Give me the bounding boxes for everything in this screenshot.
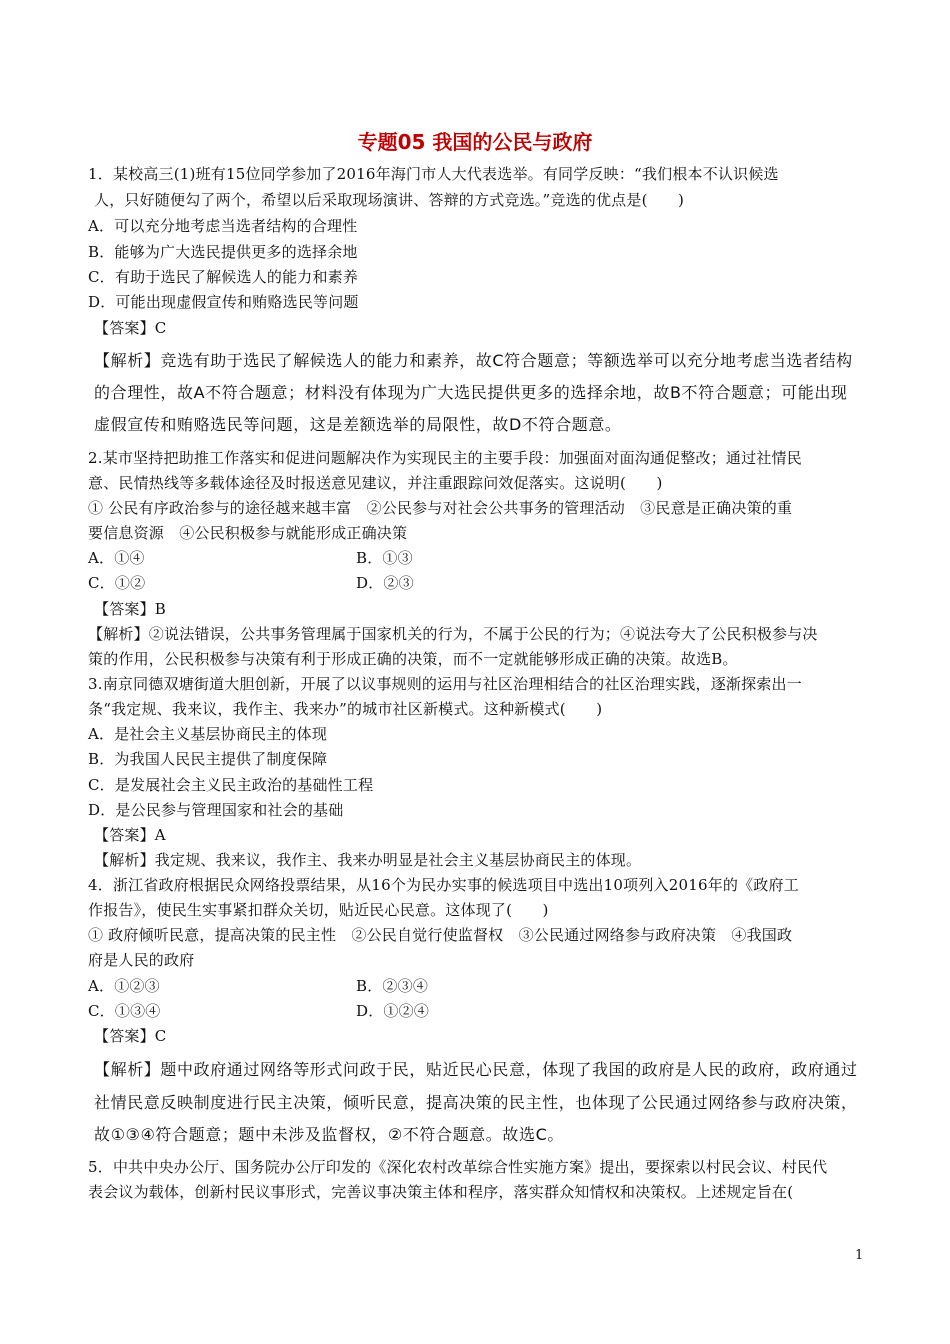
- q2-option-c: C．①②: [88, 574, 146, 592]
- page-title: 专题05 我国的公民与政府: [357, 130, 593, 154]
- q4-explanation-line-3: 故①③④符合题意；题中未涉及监督权，②不符合题意。故选C。: [94, 1125, 564, 1144]
- q2-explanation-line-2: 策的作用，公民积极参与决策有利于形成正确的决策，而不一定就能够形成正确的决策。故选B。: [88, 650, 738, 668]
- q1-answer: 【答案】C: [94, 319, 167, 337]
- q4-option-c: C．①③④: [88, 1002, 161, 1020]
- q1-explanation-line-1: 【解析】竞选有助于选民了解候选人的能力和素养，故C符合题意；等额选举可以充分地考虑当选者结构: [94, 351, 853, 370]
- q4-stem-line-1: 4．浙江省政府根据民众网络投票结果，从16个为民办实事的候选项目中选出10项列入2016年的《政府工: [88, 876, 799, 894]
- q4-option-b: B．②③④: [356, 977, 429, 995]
- q2-option-b: B．①③: [356, 549, 413, 567]
- q1-option-b: B．能够为广大选民提供更多的选择余地: [88, 243, 358, 261]
- q5-stem-line-1: 5．中共中央办公厅、国务院办公厅印发的《深化农村改革综合性实施方案》提出，要探索以村民会议、村民代: [88, 1158, 828, 1176]
- q3-explanation-line-1: 【解析】我定规、我来议，我作主、我来办明显是社会主义基层协商民主的体现。: [94, 851, 642, 869]
- q5-stem-line-2: 表会议为载体，创新村民议事形式，完善议事决策主体和程序，落实群众知情权和决策权。上述规定旨在(: [88, 1183, 794, 1201]
- q3-option-a: A．是社会主义基层协商民主的体现: [88, 725, 328, 743]
- q3-stem-line-2: 条“我定规、我来议，我作主、我来办”的城市社区新模式。这种新模式( ): [88, 700, 603, 718]
- q4-stem-line-2: 作报告》，使民生实事紧扣群众关切，贴近民心民意。这体现了( ): [88, 901, 549, 919]
- page-number: 1: [855, 1248, 864, 1263]
- q1-explanation-line-3: 虚假宣传和贿赂选民等问题，这是差额选举的局限性，故D不符合题意。: [94, 415, 622, 434]
- q1-option-a: A．可以充分地考虑当选者结构的合理性: [88, 217, 358, 235]
- q2-option-a: A．①④: [88, 549, 145, 567]
- q1-option-c: C．有助于选民了解候选人的能力和素养: [88, 268, 359, 286]
- q4-stem-line-4: 府是人民的政府: [88, 951, 195, 969]
- q3-answer: 【答案】A: [94, 826, 166, 844]
- q4-answer: 【答案】C: [94, 1027, 167, 1045]
- q2-option-d: D．②③: [356, 574, 414, 592]
- q2-stem-line-3: ① 公民有序政治参与的途径越来越丰富 ②公民参与对社会公共事务的管理活动 ③民意是正确决策的重: [88, 499, 793, 517]
- q2-stem-line-1: 2.某市坚持把助推工作落实和促进问题解决作为实现民主的主要手段：加强面对面沟通促整改；通过社情民: [88, 449, 802, 467]
- q3-option-b: B．为我国人民民主提供了制度保障: [88, 750, 328, 768]
- q3-option-d: D．是公民参与管理国家和社会的基础: [88, 801, 344, 819]
- q4-stem-line-3: ① 政府倾听民意，提高决策的民主性 ②公民自觉行使监督权 ③公民通过网络参与政府决策 ④我国政: [88, 926, 793, 944]
- q4-explanation-line-1: 【解析】题中政府通过网络等形式问政于民，贴近民心民意，体现了我国的政府是人民的政府，政府通过: [94, 1060, 858, 1079]
- q4-option-d: D．①②④: [356, 1002, 430, 1020]
- q3-stem-line-1: 3.南京同德双塘街道大胆创新，开展了以议事规则的运用与社区治理相结合的社区治理实践，逐渐探索出一: [88, 675, 802, 693]
- q2-stem-line-4: 要信息资源 ④公民积极参与就能形成正确决策: [88, 524, 408, 542]
- q3-option-c: C．是发展社会主义民主政治的基础性工程: [88, 776, 374, 794]
- q2-explanation-line-1: 【解析】②说法错误，公共事务管理属于国家机关的行为，不属于公民的行为；④说法夸大了公民积极参与决: [88, 625, 818, 643]
- q1-option-d: D．可能出现虚假宣传和贿赂选民等问题: [88, 293, 359, 311]
- q1-stem-line-2: 人，只好随便勾了两个，希望以后采取现场演讲、答辩的方式竞选。”竞选的优点是( ): [94, 191, 685, 209]
- q1-explanation-line-2: 的合理性，故A不符合题意；材料没有体现为广大选民提供更多的选择余地，故B不符合题意；可能出现: [94, 383, 848, 402]
- q1-stem-line-1: 1．某校高三(1)班有15位同学参加了2016年海门市人大代表选举。有同学反映：“我们根本不认识候选: [88, 165, 779, 183]
- q4-option-a: A．①②③: [88, 977, 160, 995]
- q2-answer: 【答案】B: [94, 600, 167, 618]
- q4-explanation-line-2: 社情民意反映制度进行民主决策，倾听民意，提高决策的民主性，也体现了公民通过网络参与政府决策，: [94, 1093, 858, 1112]
- q2-stem-line-2: 意、民情热线等多载体途径及时报送意见建议，并注重跟踪问效促落实。这说明( ): [88, 474, 663, 492]
